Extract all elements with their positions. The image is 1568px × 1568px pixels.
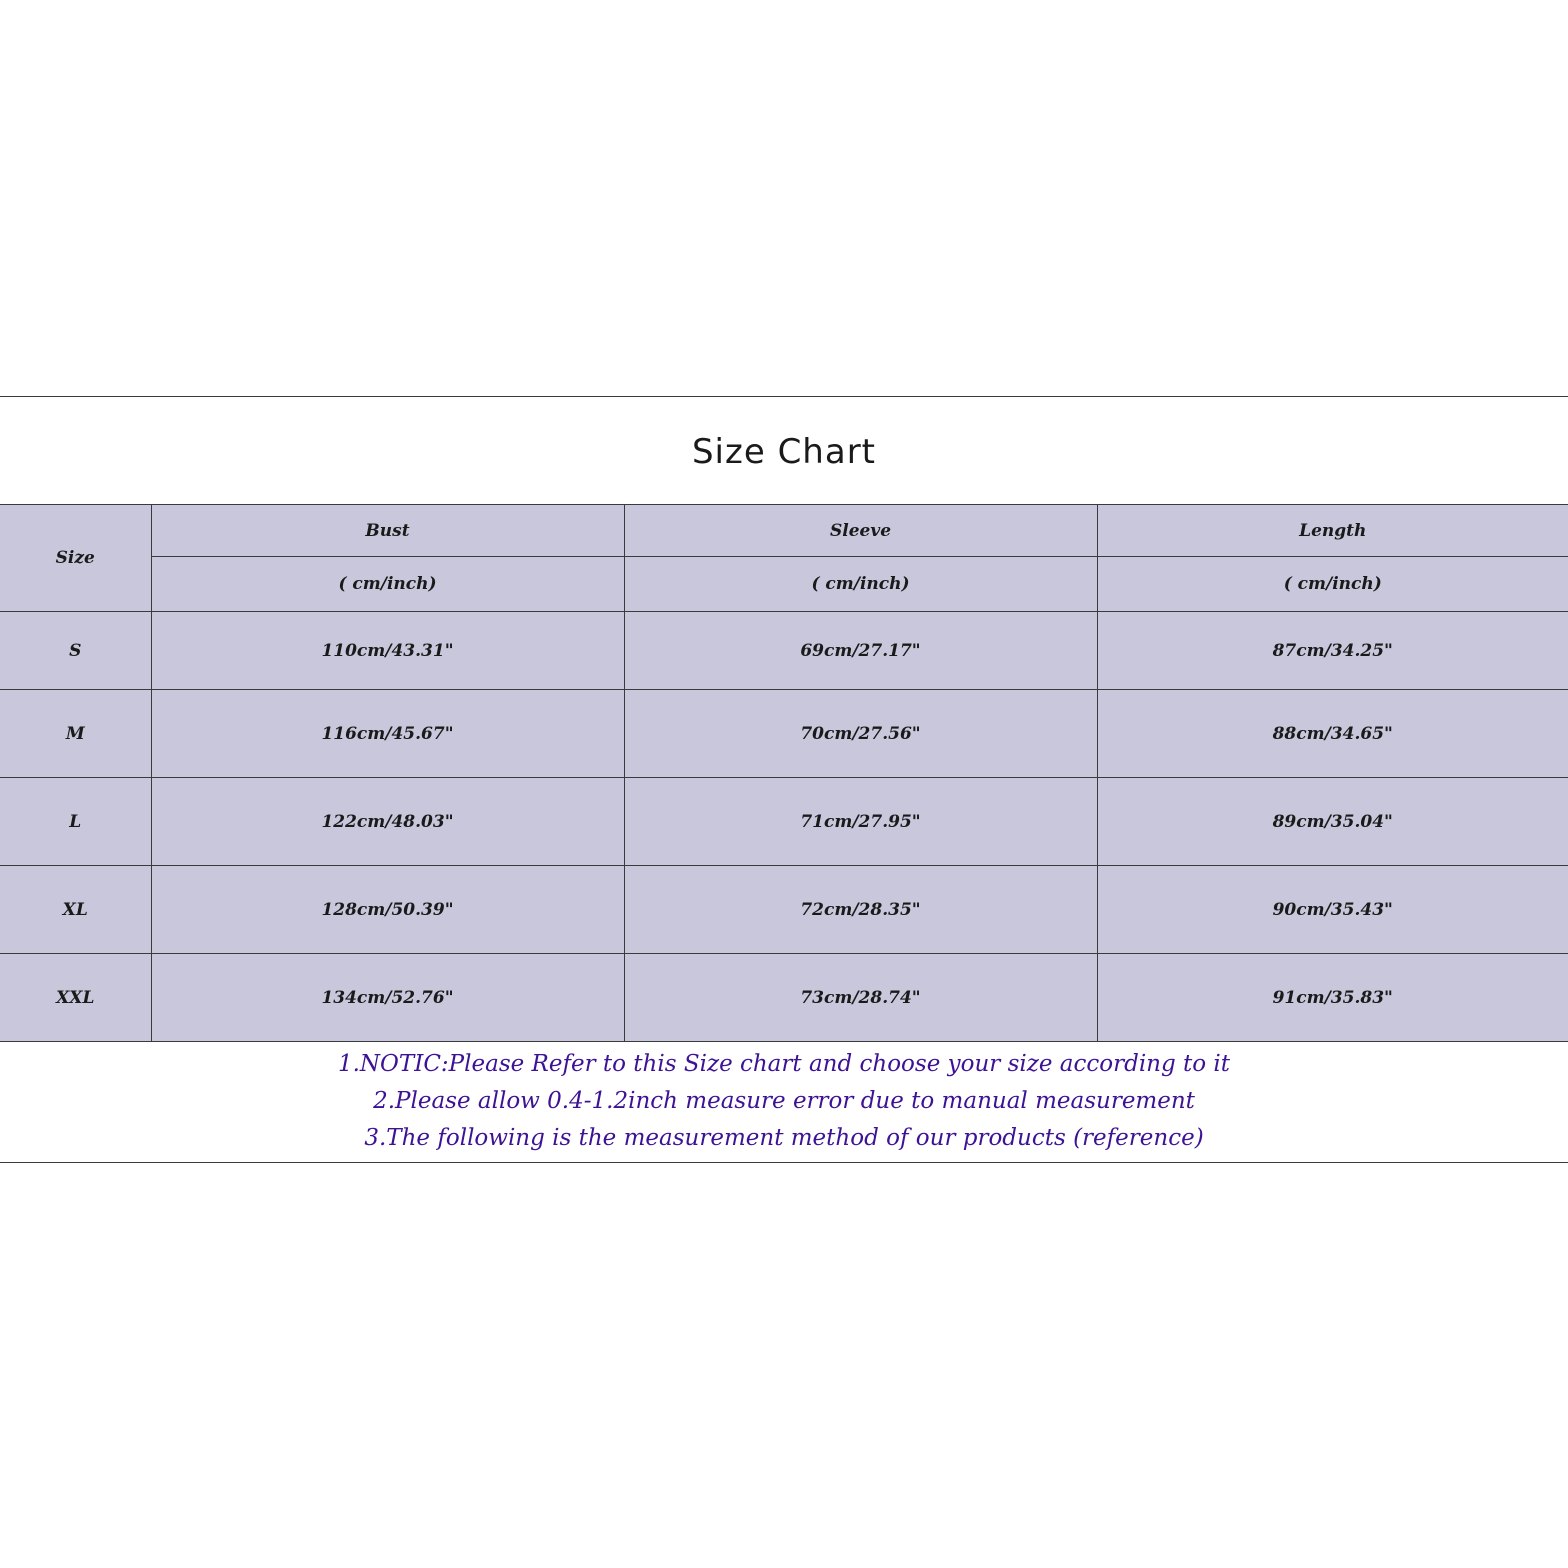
length-unit-label: ( cm/inch) <box>1097 557 1568 612</box>
sleeve-cell: 72cm/28.35" <box>624 866 1097 954</box>
bust-cell: 110cm/43.31" <box>151 612 624 690</box>
length-cell: 88cm/34.65" <box>1097 690 1568 778</box>
bust-cell: 134cm/52.76" <box>151 954 624 1042</box>
length-cell: 90cm/35.43" <box>1097 866 1568 954</box>
size-table <box>0 504 1568 1042</box>
bust-cell: 128cm/50.39" <box>151 866 624 954</box>
unit-row <box>0 557 1568 612</box>
length-cell: 87cm/34.25" <box>1097 612 1568 690</box>
table-row <box>0 778 1568 866</box>
size-cell: M <box>0 690 151 778</box>
note-line: 2.Please allow 0.4-1.2inch measure error due to manual measurement <box>373 1088 1195 1114</box>
sleeve-unit-label: ( cm/inch) <box>624 557 1097 612</box>
top-divider <box>0 396 1568 397</box>
bust-column-header: Bust <box>151 505 624 557</box>
page-title: Size Chart <box>691 432 877 472</box>
notes-block <box>0 1046 1568 1157</box>
bottom-divider <box>0 1162 1568 1163</box>
note-line: 1.NOTIC:Please Refer to this Size chart and choose your size according to it <box>337 1051 1231 1077</box>
size-cell: L <box>0 778 151 866</box>
bust-cell: 116cm/45.67" <box>151 690 624 778</box>
size-cell: XXL <box>0 954 151 1042</box>
table-row <box>0 612 1568 690</box>
size-column-header: Size <box>0 505 151 612</box>
size-cell: S <box>0 612 151 690</box>
table-row <box>0 690 1568 778</box>
header-row <box>0 505 1568 557</box>
note-line: 3.The following is the measurement method of our products (reference) <box>364 1125 1204 1151</box>
sleeve-column-header: Sleeve <box>624 505 1097 557</box>
length-column-header: Length <box>1097 505 1568 557</box>
table-row <box>0 866 1568 954</box>
length-cell: 91cm/35.83" <box>1097 954 1568 1042</box>
table-row <box>0 954 1568 1042</box>
sleeve-cell: 70cm/27.56" <box>624 690 1097 778</box>
size-cell: XL <box>0 866 151 954</box>
sleeve-cell: 71cm/27.95" <box>624 778 1097 866</box>
length-cell: 89cm/35.04" <box>1097 778 1568 866</box>
sleeve-cell: 73cm/28.74" <box>624 954 1097 1042</box>
bust-unit-label: ( cm/inch) <box>151 557 624 612</box>
bust-cell: 122cm/48.03" <box>151 778 624 866</box>
sleeve-cell: 69cm/27.17" <box>624 612 1097 690</box>
size-table-body <box>0 505 1568 1042</box>
